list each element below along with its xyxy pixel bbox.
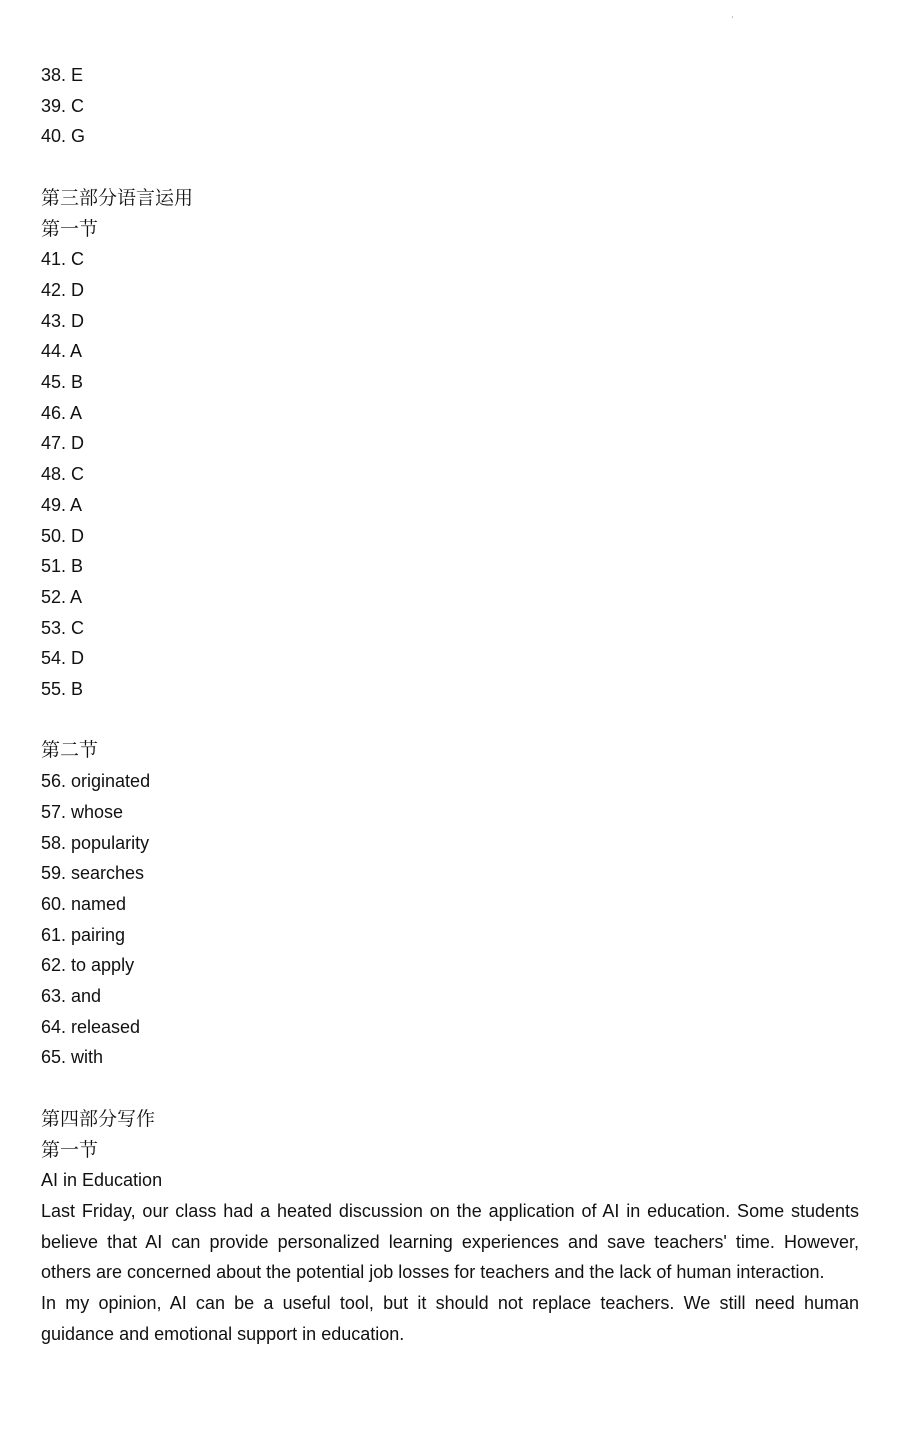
answer-item: 54. D [41, 648, 85, 669]
part3-section1-answer-list [41, 244, 859, 705]
answer-item: 53. C [41, 617, 85, 638]
answer-item: 52. A [41, 586, 83, 607]
answer-item: 40. G [41, 126, 86, 147]
answer-item: 57. whose [41, 801, 124, 822]
part4-section1-title: 第一节 [41, 1138, 99, 1161]
answer-item: 64. released [41, 1016, 141, 1037]
spacer [41, 152, 859, 183]
answer-item: 58. popularity [41, 832, 150, 853]
answer-item: 41. C [41, 249, 85, 270]
part3-title: 第三部分语言运用 [41, 186, 194, 209]
answer-item: 45. B [41, 372, 84, 393]
part3-section2-answer-list [41, 766, 859, 1073]
essay-paragraph: In my opinion, AI can be a useful tool, but it should not replace teachers. We still need human guidance and emotional support in education. [41, 1293, 859, 1344]
answer-document [41, 60, 859, 1349]
answer-item: 49. A [41, 494, 83, 515]
answer-item: 50. D [41, 525, 85, 546]
essay-paragraph: Last Friday, our class had a heated discussion on the application of AI in education. Some students believe that AI can provide personalized learning experiences and save teachers' time. However, others are concerned about the potential job losses for teachers and the lack of human interaction. [41, 1200, 859, 1283]
answer-item: 51. B [41, 556, 84, 577]
part4-title: 第四部分写作 [41, 1107, 156, 1130]
answer-item: 39. C [41, 95, 85, 116]
answer-item: 62. to apply [41, 955, 135, 976]
answer-item: 61. pairing [41, 924, 126, 945]
answer-item: 38. E [41, 65, 84, 85]
part2-answer-list [41, 60, 859, 152]
answer-item: 56. originated [41, 771, 151, 792]
answer-item: 65. with [41, 1047, 104, 1068]
answer-item: 48. C [41, 464, 85, 485]
spacer [41, 1073, 859, 1104]
essay-title: AI in Education [41, 1170, 163, 1191]
spacer [41, 705, 859, 736]
answer-item: 55. B [41, 679, 84, 700]
answer-item: 42. D [41, 279, 85, 300]
answer-item: 44. A [41, 341, 83, 362]
answer-item: 59. searches [41, 863, 145, 884]
answer-item: 47. D [41, 433, 85, 454]
scan-speck [732, 16, 733, 18]
answer-item: 60. named [41, 893, 127, 914]
answer-item: 43. D [41, 310, 85, 331]
answer-item: 46. A [41, 402, 83, 423]
answer-item: 63. and [41, 986, 102, 1007]
part3-section2-title: 第二节 [41, 739, 99, 762]
part3-section1-title: 第一节 [41, 217, 99, 240]
